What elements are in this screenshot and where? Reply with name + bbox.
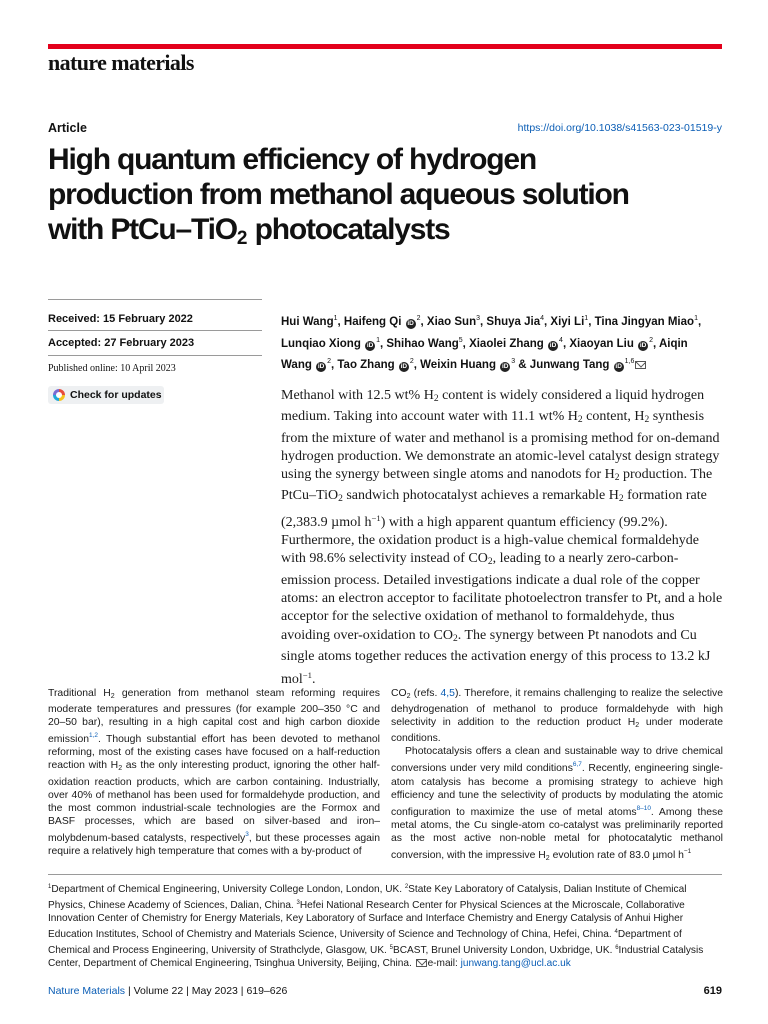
accepted-date: Accepted: 27 February 2023 [48,337,195,349]
author[interactable]: Shihao Wang$^5$ [386,336,463,350]
author[interactable]: Lunqiao Xiong $iD^1$ [281,336,380,350]
check-for-updates-button[interactable] [48,386,164,404]
orcid-icon[interactable]: iD [407,320,414,327]
reference-link[interactable]: 6,7 [572,761,582,769]
author[interactable]: Xiaoyan Liu $iD^2$ [569,336,653,350]
received-date: Received: 15 February 2022 [48,313,193,325]
page-number: 619 [703,985,722,997]
footer-issue: | Volume 22 | May 2023 | 619–626 [125,985,288,997]
author[interactable]: Xiyi Li$^1$ [550,315,589,328]
reference-link[interactable]: 3 [245,830,249,838]
author[interactable]: Xiaolei Zhang $iD^4$ [469,336,563,350]
author[interactable]: Hui Wang$^1$ [281,315,338,328]
title-line-3-a: with PtCu–TiO [48,213,237,246]
orcid-icon[interactable]: iD [366,341,374,349]
meta-divider [48,299,262,300]
journal-name: nature materials [48,50,194,75]
meta-divider [48,355,262,356]
email-link[interactable]: junwang.tang@ucl.ac.uk [460,957,571,969]
crossmark-icon [52,388,66,402]
affiliations: $^1$Department of Chemical Engineering, University College London, London, UK. $^2$State Key Laboratory of Catalysis, Dalian Institute of Chemical Physics, Chinese Academy of Sciences, Dalian, China. $^3$Hefei National Research Center for Physical Sciences at the Microscale, Collaborative Innovation Center of Chemistry for Energy Materials, Key Laboratory of Surface and Interface Chemistry and Energy Catalysis of Anhui Higher Education Institutes, School of Chemistry and Materials Science, University of Science and Technology of China, Hefei, China. $^4$Department of Chemical and Process Engineering, University of Strathclyde, Glasgow, UK. $^5$BCAST, Brunel University London, Uxbridge, UK. $^6$Industrial Catalysis Center, Department of Chemical Engineering, Tsinghua University, Beijing, China. e-mail: junwang.tang@ucl.ac.uk [48,884,704,969]
reference-link[interactable]: 1,2 [89,732,98,740]
orcid-icon[interactable]: iD [400,363,408,370]
journal-accent-bar [48,44,722,49]
author[interactable]: Junwang Tang iD$^{1,6}$ [530,359,648,371]
body-column-right [391,687,723,865]
author[interactable]: Shuya Jia$^4$ [486,315,545,328]
body-paragraph: Traditional $H_2$ generation from methanol steam reforming requires moderate temperatures and pressures (for example 200–350 °C and 20–50 bar), resulting in a high capital cost and high carbon dioxide emission$^{1,2}$. Though substantial effort has been devoted to methanol reforming, most of the existing cases have focused on a half-reduction reaction with $H_2$ as the only interesting product, ignoring the other half-oxidation reaction products, which are carbon containing. Industrially, over 40% of methanol has been used for formaldehyde production, and the most common industrial-scale technologies are the Formox and BASF processes, which are based on silver-based and iron–molybdenum-based catalysts, respectively$^3$, but these processes again require a relatively high temperature that comes with a by-product of [48,688,381,858]
body-paragraph: $CO_2$ (refs. 4,5). Therefore, it remains challenging to realize the selective dehydrogenation of methanol to produce formaldehyde with high selectivity in addition to the reduction product $H_2$ under moderate conditions. [391,688,724,745]
author-list: Hui Wang$^1$, Haifeng Qi $iD^2$, Xiao Sun$^3$, Shuya Jia$^4$, Xiyi Li$^1$, Tina Jingyan Miao$^1$, Lunqiao Xiong $iD^1$, Shihao Wang$^5$, Xiaolei Zhang $iD^4$, Xiaoyan Liu $iD^2$, Aiqin Wang $iD^2$, Tao Zhang $iD^2$, Weixin Huang $iD^3$ & Junwang Tang iD$^{1,6}$ [281,315,702,371]
title-line-1: High quantum efficiency of hydrogen [48,143,537,176]
footer-journal-link[interactable]: Nature Materials [48,985,126,997]
reference-link[interactable]: 4,5 [440,688,455,699]
reference-link[interactable]: 8–10 [636,804,651,812]
orcid-icon[interactable]: iD [615,363,622,370]
author[interactable]: Tina Jingyan Miao$^1$ [594,315,698,328]
footnote-divider [48,874,722,875]
body-paragraph: Photocatalysis offers a clean and sustainable way to drive chemical conversions under very mild conditions$^{6,7}$. Recently, engineering single-atom catalysis has become a promising strategy to achieve high efficiency and tune the selectivity of products by modulating the atomic configuration to maximize the use of metal atoms$^{8-10}$. Among these metal atoms, the Cu single-atom co-catalyst was preliminarily reported as the most active non-noble metal for photocatalytic methanol conversion, with the impressive $H_2$ evolution rate of 83.0 µmol $h^{-1}$ [391,746,723,863]
meta-divider [48,330,262,331]
title-line-2: production from methanol aqueous solution [48,178,629,211]
check-for-updates-label: Check for updates [70,389,162,401]
orcid-icon[interactable]: iD [639,341,647,349]
author[interactable]: Tao Zhang $iD^2$ [337,358,414,371]
author[interactable]: Weixin Huang $iD^3$ [420,358,516,371]
orcid-icon[interactable]: iD [549,341,557,349]
author[interactable]: Aiqin Wang $iD^2$ [281,337,688,371]
body-column-left [48,687,380,858]
doi-link[interactable]: https://doi.org/10.1038/s41563-023-01519-y [517,122,722,134]
envelope-icon[interactable] [635,361,646,369]
article-title [48,142,728,256]
published-date: Published online: 10 April 2023 [48,363,176,374]
author[interactable]: Haifeng Qi $iD^2$ [343,315,421,328]
orcid-icon[interactable]: iD [501,363,509,370]
title-subscript: 2 [236,228,248,249]
orcid-icon[interactable]: iD [317,363,325,370]
abstract: Methanol with 12.5 wt% $H_2$ content is widely considered a liquid hydrogen medium. Taking into account water with 11.1 wt% $H_2$ content, $H_2$ synthesis from the mixture of water and methanol is a promising method for on-demand hydrogen production. We demonstrate an atomic-level catalyst design strategy using the synergy between single atoms and nanodots for $H_2$ production. The PtCu–TiO$_2$ sandwich photocatalyst achieves a remarkable $H_2$ formation rate (2,383.9 µmol $h^{-1}$) with a high apparent quantum efficiency (99.2%). Furthermore, the oxidation product is a high-value chemical formaldehyde with 98.6% selectivity instead of $CO_2$, leading to a nearly zero-carbon-emission process. Detailed investigations indicate a dual role of the copper atoms: an electron acceptor to facilitate photoelectron transfer to Pt, and a hole acceptor for the selective oxidation of methanol to formaldehyde, thus avoiding over-oxidation to $CO_2$. The synergy between Pt nanodots and Cu single atoms together reduces the activation energy of this process to 13.2 kJ mol$^{-1}$. [281,388,723,688]
author[interactable]: Xiao Sun$^3$ [426,315,481,328]
article-type: Article [48,121,87,135]
footer-citation [48,985,287,997]
title-line-3-b: photocatalysts [247,213,450,246]
envelope-icon [416,959,427,967]
